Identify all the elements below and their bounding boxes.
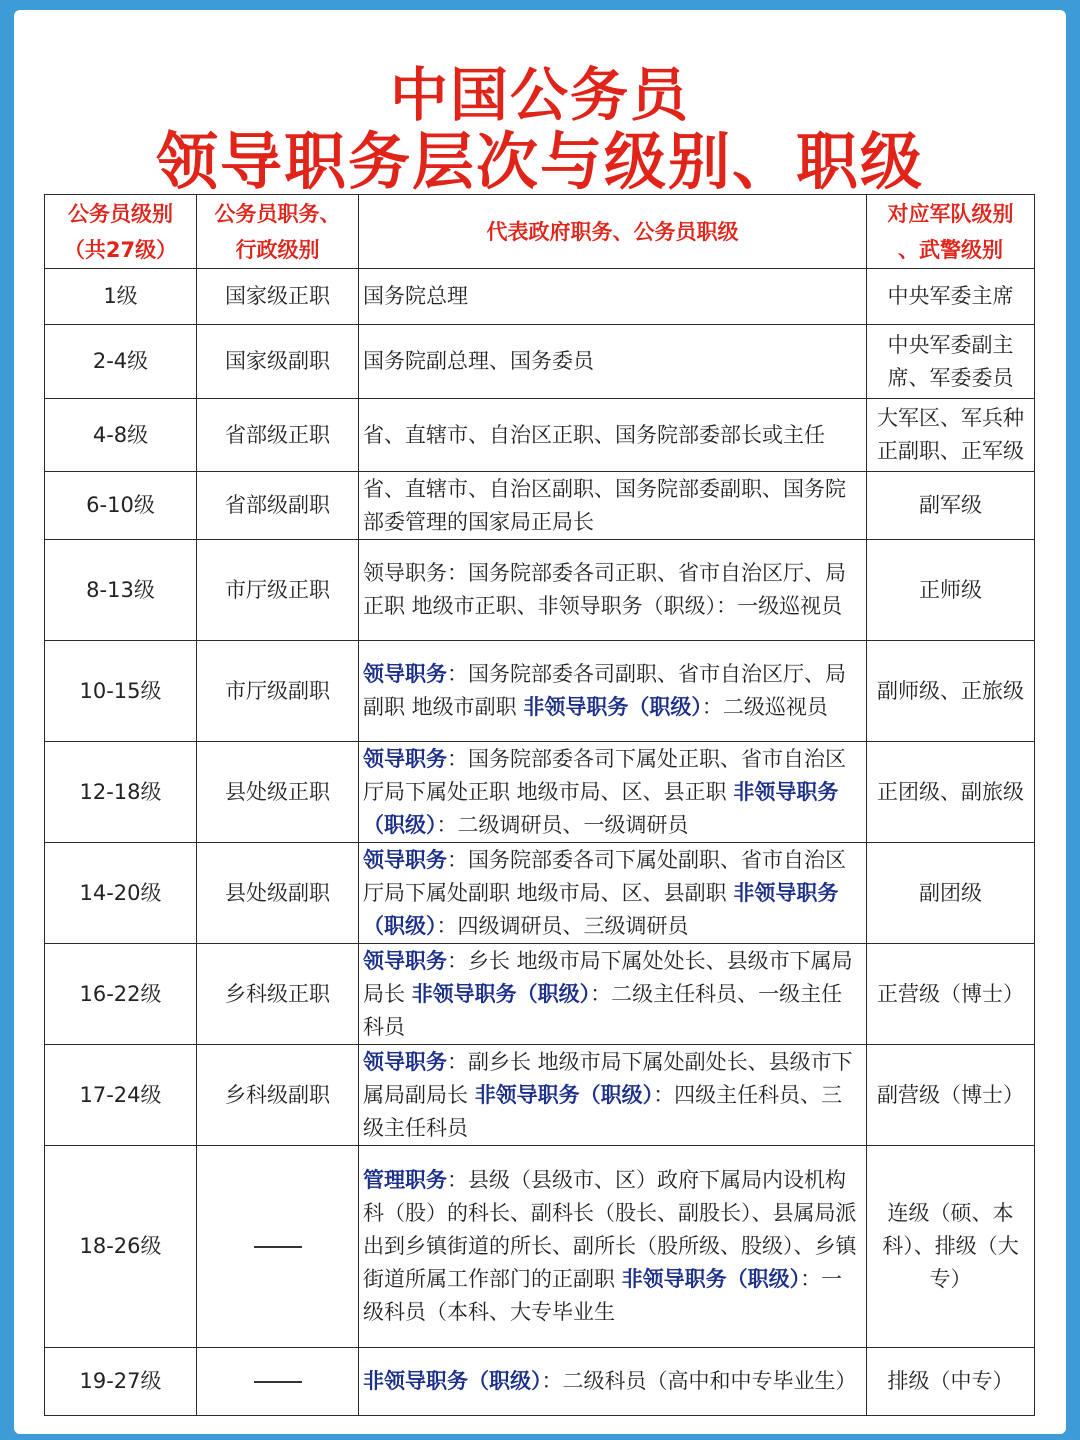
cell-admin-rank: 省部级副职 bbox=[197, 472, 359, 540]
table-row bbox=[45, 540, 1035, 641]
cell-civil-level: 12-18级 bbox=[45, 742, 197, 843]
cell-civil-level: 1级 bbox=[45, 269, 197, 325]
cell-admin-rank: 市厅级副职 bbox=[197, 641, 359, 742]
header-military-rank: 对应军队级别 、武警级别 bbox=[867, 195, 1035, 269]
cell-gov-duty bbox=[359, 944, 867, 1045]
cell-civil-level: 18-26级 bbox=[45, 1146, 197, 1348]
duty-text: 国务院总理 bbox=[363, 284, 468, 308]
cell-military-rank: 连级（硕、本科）、排级（大专） bbox=[867, 1146, 1035, 1348]
cell-military-rank: 副团级 bbox=[867, 843, 1035, 944]
duty-category-label: 非领导职务（职级） bbox=[363, 1369, 542, 1393]
duty-category-label: 领导职务 bbox=[363, 847, 447, 872]
cell-military-rank: 副师级、正旅级 bbox=[867, 641, 1035, 742]
dash-placeholder bbox=[254, 1381, 302, 1383]
cell-gov-duty bbox=[359, 641, 867, 742]
table-row bbox=[45, 1146, 1035, 1348]
duty-text: ：二级巡视员 bbox=[701, 695, 828, 719]
cell-gov-duty bbox=[359, 269, 867, 325]
dash-placeholder bbox=[254, 1246, 302, 1248]
cell-civil-level: 6-10级 bbox=[45, 472, 197, 540]
cell-civil-level: 14-20级 bbox=[45, 843, 197, 944]
duty-text: ：国务院部委各司下属处副职、省市自治区厅局下属处副职 地级市局、区、县副职 bbox=[363, 847, 846, 905]
cell-civil-level: 2-4级 bbox=[45, 325, 197, 399]
cell-military-rank: 副军级 bbox=[867, 472, 1035, 540]
rank-table bbox=[44, 194, 1035, 1416]
cell-admin-rank bbox=[197, 1146, 359, 1348]
duty-text: ：四级调研员、三级调研员 bbox=[436, 913, 689, 938]
duty-category-label: 领导职务 bbox=[363, 746, 447, 771]
table-row bbox=[45, 325, 1035, 399]
table-row bbox=[45, 1348, 1035, 1416]
duty-category-label: 领导职务 bbox=[363, 1049, 447, 1074]
duty-text: ：二级科员（高中和中专毕业生） bbox=[541, 1369, 857, 1393]
table-row bbox=[45, 399, 1035, 472]
title-line-2: 领导职务层次与级别、职级 bbox=[155, 125, 924, 198]
table-row bbox=[45, 472, 1035, 540]
cell-military-rank: 正团级、副旅级 bbox=[867, 742, 1035, 843]
cell-gov-duty bbox=[359, 472, 867, 540]
cell-gov-duty bbox=[359, 742, 867, 843]
header-civil-level: 公务员级别 （共27级） bbox=[45, 195, 197, 269]
table-header-row bbox=[45, 195, 1035, 269]
duty-text: 省、直辖市、自治区副职、国务院部委副职、国务院部委管理的国家局正局长 bbox=[363, 476, 846, 534]
cell-admin-rank: 国家级正职 bbox=[197, 269, 359, 325]
cell-military-rank: 排级（中专） bbox=[867, 1348, 1035, 1416]
duty-text: ：一级科员（本科、大专毕业生 bbox=[363, 1267, 843, 1324]
table-row bbox=[45, 641, 1035, 742]
duty-text: 领导职务：国务院部委各司正职、省市自治区厅、局正职 地级市正职、非领导职务（职级）：一级巡视员 bbox=[363, 561, 846, 618]
duty-text: ：副乡长 地级市局下属处副处长、县级市下属局副局长 bbox=[363, 1049, 853, 1107]
cell-admin-rank: 县处级副职 bbox=[197, 843, 359, 944]
duty-category-label: 非领导职务（职级） bbox=[363, 880, 839, 938]
cell-gov-duty bbox=[359, 843, 867, 944]
header-gov-duty: 代表政府职务、公务员职级 bbox=[359, 195, 867, 269]
duty-category-label: 非领导职务（职级） bbox=[411, 981, 591, 1006]
table-row bbox=[45, 944, 1035, 1045]
cell-admin-rank: 市厅级正职 bbox=[197, 540, 359, 641]
table-row bbox=[45, 269, 1035, 325]
duty-text: ：县级（县级市、区）政府下属局内设机构科（股）的科长、副科长（股长、副股长）、县属局派出到乡镇街道的所长、副所长（股所级、股级）、乡镇街道所属工作部门的正副职 bbox=[363, 1168, 857, 1291]
duty-category-label: 领导职务 bbox=[363, 662, 447, 686]
cell-military-rank: 正师级 bbox=[867, 540, 1035, 641]
cell-admin-rank: 乡科级正职 bbox=[197, 944, 359, 1045]
duty-category-label: 非领导职务（职级） bbox=[621, 1267, 801, 1291]
cell-gov-duty bbox=[359, 540, 867, 641]
duty-text: 国务院副总理、国务委员 bbox=[363, 349, 594, 373]
cell-admin-rank: 省部级正职 bbox=[197, 399, 359, 472]
cell-military-rank: 中央军委主席 bbox=[867, 269, 1035, 325]
cell-admin-rank: 县处级正职 bbox=[197, 742, 359, 843]
duty-text: ：二级主任科员、一级主任科员 bbox=[363, 981, 843, 1039]
cell-civil-level: 19-27级 bbox=[45, 1348, 197, 1416]
duty-text: ：四级主任科员、三级主任科员 bbox=[363, 1082, 843, 1140]
cell-civil-level: 16-22级 bbox=[45, 944, 197, 1045]
cell-military-rank: 中央军委副主席、军委委员 bbox=[867, 325, 1035, 399]
table-row bbox=[45, 742, 1035, 843]
duty-category-label: 非领导职务（职级） bbox=[363, 779, 839, 837]
cell-gov-duty bbox=[359, 399, 867, 472]
duty-text: ：乡长 地级市局下属处处长、县级市下属局局长 bbox=[363, 948, 853, 1006]
duty-text: ：二级调研员、一级调研员 bbox=[436, 812, 689, 837]
table-row bbox=[45, 1045, 1035, 1146]
duty-category-label: 非领导职务（职级） bbox=[474, 1082, 654, 1107]
cell-civil-level: 10-15级 bbox=[45, 641, 197, 742]
duty-text: ：国务院部委各司副职、省市自治区厅、局副职 地级市副职 bbox=[363, 662, 846, 719]
cell-civil-level: 4-8级 bbox=[45, 399, 197, 472]
cell-gov-duty bbox=[359, 1045, 867, 1146]
header-admin-rank: 公务员职务、 行政级别 bbox=[197, 195, 359, 269]
cell-gov-duty bbox=[359, 325, 867, 399]
duty-category-label: 管理职务 bbox=[363, 1168, 447, 1192]
duty-text: ：国务院部委各司下属处正职、省市自治区厅局下属处正职 地级市局、区、县正职 bbox=[363, 746, 846, 804]
cell-admin-rank bbox=[197, 1348, 359, 1416]
duty-category-label: 非领导职务（职级） bbox=[523, 695, 702, 719]
title-line-1: 中国公务员 bbox=[389, 61, 690, 129]
cell-military-rank: 副营级（博士） bbox=[867, 1045, 1035, 1146]
cell-civil-level: 8-13级 bbox=[45, 540, 197, 641]
cell-gov-duty bbox=[359, 1348, 867, 1416]
duty-category-label: 领导职务 bbox=[363, 948, 447, 973]
cell-admin-rank: 国家级副职 bbox=[197, 325, 359, 399]
duty-text: 省、直辖市、自治区正职、国务院部委部长或主任 bbox=[363, 422, 825, 447]
cell-admin-rank: 乡科级副职 bbox=[197, 1045, 359, 1146]
cell-military-rank: 大军区、军兵种正副职、正军级 bbox=[867, 399, 1035, 472]
table-row bbox=[45, 843, 1035, 944]
cell-civil-level: 17-24级 bbox=[45, 1045, 197, 1146]
cell-military-rank: 正营级（博士） bbox=[867, 944, 1035, 1045]
cell-gov-duty bbox=[359, 1146, 867, 1348]
